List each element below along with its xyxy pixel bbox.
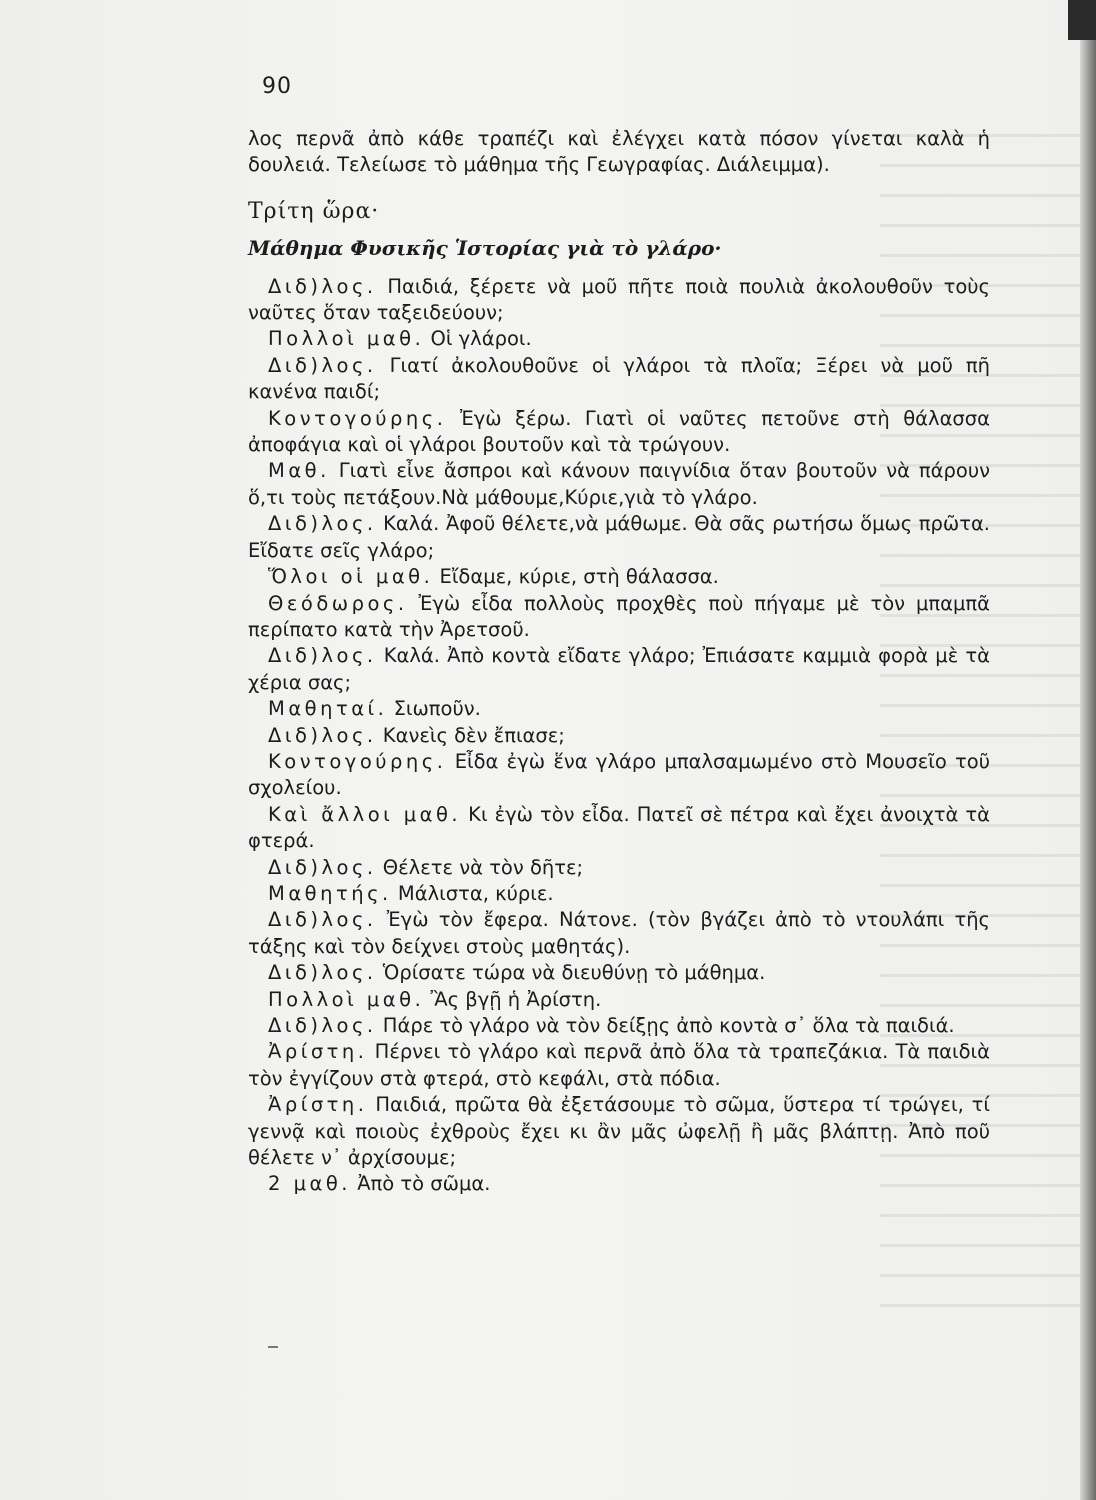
spoken-text: Εἴδαμε, κύριε, στὴ θάλασσα. xyxy=(439,565,719,589)
speaker-name: Ἀρίστη. xyxy=(268,1040,368,1064)
dialogue-line xyxy=(248,511,990,564)
page-edge xyxy=(1080,0,1096,1500)
spoken-text: Παιδιά, πρῶτα θὰ ἐξετάσουμε τὸ σῶμα, ὕστερα τί τρώγει, τί γεννᾷ καὶ ποιοὺς ἐχθροὺς ἔχει κι ἂν μᾶς ὠφελῇ ἢ μᾶς βλάπτῃ. Ἀπὸ ποῦ θέλετε ν᾽ ἀρχίσουμε; xyxy=(248,1093,990,1170)
spoken-text: Σιωποῦν. xyxy=(393,697,481,721)
speaker-name: Διδ)λος. xyxy=(268,644,377,668)
dialogue xyxy=(248,274,990,1198)
dialogue-line xyxy=(248,326,990,352)
dialogue-line xyxy=(248,987,990,1013)
spoken-text: Ὁρίσατε τώρα νὰ διευθύνῃ τὸ μάθημα. xyxy=(382,961,766,985)
speaker-name: Ὅλοι οἱ μαθ. xyxy=(268,565,434,589)
speaker-name: 2 μαθ. xyxy=(268,1172,351,1196)
spoken-text: Καλά. Ἀφοῦ θέλετε,νὰ μάθωμε. Θὰ σᾶς ρωτήσω ὅμως πρῶτα. Εἴδατε σεῖς γλάρο; xyxy=(248,512,990,562)
speaker-name: Μαθηταί. xyxy=(268,697,388,721)
speaker-name: Πολλοὶ μαθ. xyxy=(268,327,425,351)
speaker-name: Κοντογούρης. xyxy=(268,406,447,430)
speaker-name: Πολλοὶ μαθ. xyxy=(268,987,425,1011)
dialogue-line xyxy=(248,591,990,644)
dialogue-line xyxy=(248,723,990,749)
spoken-text: Οἱ γλάροι. xyxy=(430,327,532,351)
speaker-name: Μαθ. xyxy=(268,459,330,483)
dialogue-line xyxy=(248,1092,990,1171)
dialogue-line xyxy=(248,274,990,327)
dialogue-line xyxy=(248,881,990,907)
spoken-text: Γιατί ἀκολουθοῦνε οἱ γλάροι τὰ πλοῖα; Ξέρει νὰ μοῦ πῆ κανένα παιδί; xyxy=(248,353,990,404)
spoken-text: Πάρε τὸ γλάρο νὰ τὸν δείξῃς ἀπὸ κοντὰ σ᾽ ὅλα τὰ παιδιά. xyxy=(382,1014,955,1037)
spoken-text: Κι ἐγὼ τὸν εἶδα. Πατεῖ σὲ πέτρα καὶ ἔχει ἀνοιχτὰ τὰ φτερά. xyxy=(248,802,990,853)
spoken-text: Παιδιά, ξέρετε νὰ μοῦ πῆτε ποιὰ πουλιὰ ἀκολουθοῦν τοὺς ναῦτες ὅταν ταξειδεύουν; xyxy=(248,274,990,325)
spoken-text: Ἂς βγῇ ἡ Ἀρίστη. xyxy=(430,987,602,1011)
speaker-name: Διδ)λος. xyxy=(268,353,377,377)
dialogue-line xyxy=(248,1039,990,1092)
spoken-text: Γιατὶ εἶνε ἄσπροι καὶ κάνουν παιγνίδια ὅταν βουτοῦν νὰ πάρουν ὅ,τι τοὺς πετάξουν.Νὰ μάθουμε,Κύριε,γιὰ τὸ γλάρο. xyxy=(248,459,991,509)
spoken-text: Καλά. Ἀπὸ κοντὰ εἴδατε γλάρο; Ἐπιάσατε καμμιὰ φορὰ μὲ τὰ χέρια σας; xyxy=(248,644,990,694)
speaker-name: Διδ)λος. xyxy=(268,855,377,879)
dialogue-line xyxy=(248,749,990,802)
lesson-title: Μάθημα Φυσικῆς Ἱστορίας γιὰ τὸ γλάρο· xyxy=(248,236,722,261)
dialogue-line xyxy=(248,353,990,406)
speaker-name: Κοντογούρης. xyxy=(268,749,447,773)
speaker-name: Καὶ ἄλλοι μαθ. xyxy=(268,802,462,826)
speaker-name: Διδ)λος. xyxy=(268,961,377,985)
spoken-text: Ἐγὼ τὸν ἔφερα. Νάτονε. (τὸν βγάζει ἀπὸ τὸ ντουλάπι τῆς τάξης καὶ τὸν δείχνει στοὺς μαθητάς). xyxy=(248,908,990,958)
speaker-name: Θεόδωρος. xyxy=(268,591,408,615)
speaker-name: Μαθητής. xyxy=(268,881,392,905)
dialogue-line xyxy=(248,960,990,986)
spoken-text: Ἀπὸ τὸ σῶμα. xyxy=(357,1172,491,1196)
dialogue-line xyxy=(248,564,990,590)
footer-mark xyxy=(268,1346,278,1348)
dialogue-line xyxy=(248,643,990,696)
speaker-name: Διδ)λος. xyxy=(268,512,377,536)
page-number: 90 xyxy=(262,74,292,99)
spoken-text: Ἐγὼ ξέρω. Γιατὶ οἱ ναῦτες πετοῦνε στὴ θάλασσα ἀποφάγια καὶ οἱ γλάροι βουτοῦν καὶ τὰ τρώγουν. xyxy=(248,406,990,457)
spoken-text: Εἶδα ἐγὼ ἕνα γλάρο μπαλσαμωμένο στὸ Μουσεῖο τοῦ σχολείου. xyxy=(248,749,990,800)
dialogue-line xyxy=(248,406,990,459)
speaker-name: Ἀρίστη. xyxy=(268,1093,368,1117)
speaker-name: Διδ)λος. xyxy=(268,1014,377,1037)
speaker-name: Διδ)λος. xyxy=(268,908,377,932)
dialogue-line xyxy=(248,1013,990,1039)
speaker-name: Διδ)λος. xyxy=(268,723,377,747)
page-body xyxy=(248,126,990,1198)
speaker-name: Διδ)λος. xyxy=(268,274,377,298)
scan-corner xyxy=(1068,0,1096,40)
intro-paragraph: λος περνᾶ ἀπὸ κάθε τραπέζι καὶ ἐλέγχει κατὰ πόσον γίνεται καλὰ ἡ δουλειά. Τελείωσε τὸ μάθημα τῆς Γεωγραφίας. Διάλειμμα). xyxy=(248,127,990,177)
dialogue-line xyxy=(248,907,990,960)
spoken-text: Μάλιστα, κύριε. xyxy=(397,881,554,905)
spoken-text: Πέρνει τὸ γλάρο καὶ περνᾶ ἀπὸ ὅλα τὰ τραπεζάκια. Τὰ παιδιὰ τὸν ἐγγίζουν στὰ φτερά, στὸ κεφάλι, στὰ πόδια. xyxy=(248,1040,991,1090)
section-heading: Τρίτη ὥρα· xyxy=(248,198,380,224)
spoken-text: Κανεὶς δὲν ἔπιασε; xyxy=(382,723,565,747)
spoken-text: Ἐγὼ εἶδα πολλοὺς προχθὲς ποὺ πήγαμε μὲ τὸν μπαμπᾶ περίπατο κατὰ τὴν Ἀρετσοῦ. xyxy=(248,591,990,641)
dialogue-line xyxy=(248,458,990,511)
dialogue-line xyxy=(248,696,990,722)
dialogue-line xyxy=(248,1171,990,1197)
spoken-text: Θέλετε νὰ τὸν δῆτε; xyxy=(382,855,584,879)
dialogue-line xyxy=(248,855,990,881)
dialogue-line xyxy=(248,802,990,855)
